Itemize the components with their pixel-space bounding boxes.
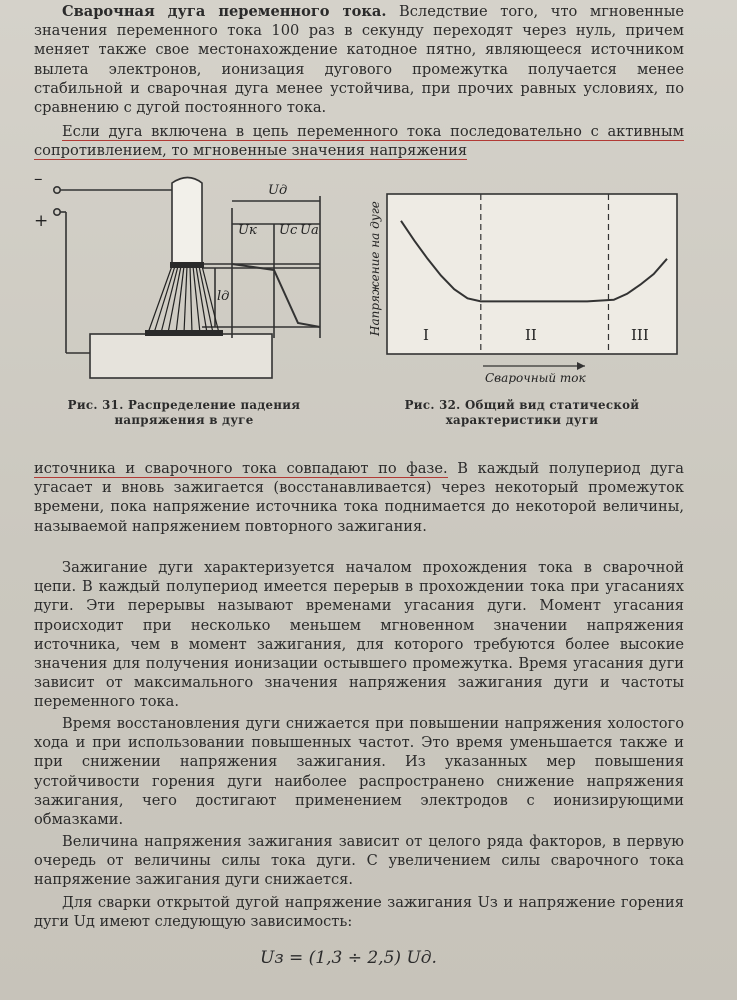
terminal-plus-label: + bbox=[34, 211, 49, 231]
paragraph-1-text: В каждый полупериод дуга угасает и вновь зажигается (восстанавливается) через некоторый промежуток времени, пока напряжение источника тока поднимается до некоторой величины, называемой напряжением повторного зажигания. bbox=[34, 460, 684, 535]
underlined-sentence: Если дуга включена в цепь переменного тока последовательно с активным сопротивлением, то мгновенные значения напряжения bbox=[34, 123, 684, 160]
underlined-phase-text: источника и сварочного тока совпадают по фазе. bbox=[34, 460, 448, 477]
paragraph-5: Для сварки открытой дугой напряжение зажигания Uз и напряжение горения дуги Uд имеют следующую зависимость: bbox=[34, 894, 684, 931]
label-uk: Uк bbox=[238, 223, 257, 238]
paragraph-3: Время восстановления дуги снижается при повышении напряжения холостого хода и при использовании повышенных частот. Это время уменьшается также и при снижении напряжения зажигания. Из указанных мер повышения устойчивости горения дуги наиболее распространено снижение напряжения зажигания, чего достигают применением электродов с ионизирующими обмазками. bbox=[34, 715, 684, 829]
paragraph-4: Величина напряжения зажигания зависит от целого ряда факторов, в первую очередь от величины силы тока дуги. С увеличением силы сварочного тока напряжение зажигания дуги снижается. bbox=[34, 833, 684, 889]
region-1-label: I bbox=[423, 326, 429, 344]
figure-31-diagram bbox=[30, 168, 370, 393]
label-ud: Uд bbox=[268, 183, 288, 198]
label-ld: lд bbox=[217, 289, 230, 304]
terminal-minus-circle bbox=[54, 187, 60, 193]
y-axis-label: Напряжение на дуге bbox=[368, 201, 382, 336]
figure-32-caption: Рис. 32. Общий вид статической характеристики дуги bbox=[404, 398, 640, 427]
terminal-minus-label: – bbox=[34, 169, 43, 189]
arc-rays bbox=[148, 266, 219, 333]
region-3-label: III bbox=[631, 326, 649, 344]
section-heading: Сварочная дуга переменного тока. bbox=[62, 3, 387, 20]
figure-31-caption: Рис. 31. Распределение падения напряжения в дуге bbox=[67, 398, 301, 427]
region-2-label: II bbox=[525, 326, 537, 344]
label-ua: Uа bbox=[300, 223, 319, 238]
paragraph-2: Зажигание дуги характеризуется началом прохождения тока в сварочной цепи. В каждый полупериод имеется перерыв в прохождении тока при угасаниях дуги. Эти перерывы называют временами угасания дуги. Момент угасания происходит при несколько меньшем мгновенном значении напряжения источника, чем в момент зажигания, для которого требуются более высокие значения для получения ионизации остывшего промежутка. Время угасания дуги зависит от максимального значения напряжения зажигания дуги и частоты переменного тока. bbox=[34, 559, 684, 711]
intro-paragraph bbox=[34, 2, 684, 117]
anode-spot bbox=[145, 330, 223, 336]
intro-text: Вследствие того, что мгновенные значения переменного тока 100 раз в секунду переходят через нуль, причем меняет также свое местонахождение катодное пятно, являющееся источником вылета электронов, ионизация дугового промежутка получается менее стабильной и сварочная дуга менее устойчива, при прочих равных условиях, по сравнению с дугой постоянного тока. bbox=[34, 3, 684, 117]
label-uc: Uс bbox=[279, 223, 298, 238]
underlined-paragraph bbox=[34, 122, 684, 160]
cathode-spot bbox=[170, 262, 204, 268]
terminal-plus-circle bbox=[54, 209, 60, 215]
x-axis-label: Сварочный ток bbox=[485, 371, 586, 384]
formula: Uз = (1,3 ÷ 2,5) Uд. bbox=[260, 948, 437, 968]
figure-32-chart bbox=[355, 184, 685, 384]
x-axis-arrow-head bbox=[577, 362, 585, 370]
paragraph-1 bbox=[34, 459, 684, 536]
